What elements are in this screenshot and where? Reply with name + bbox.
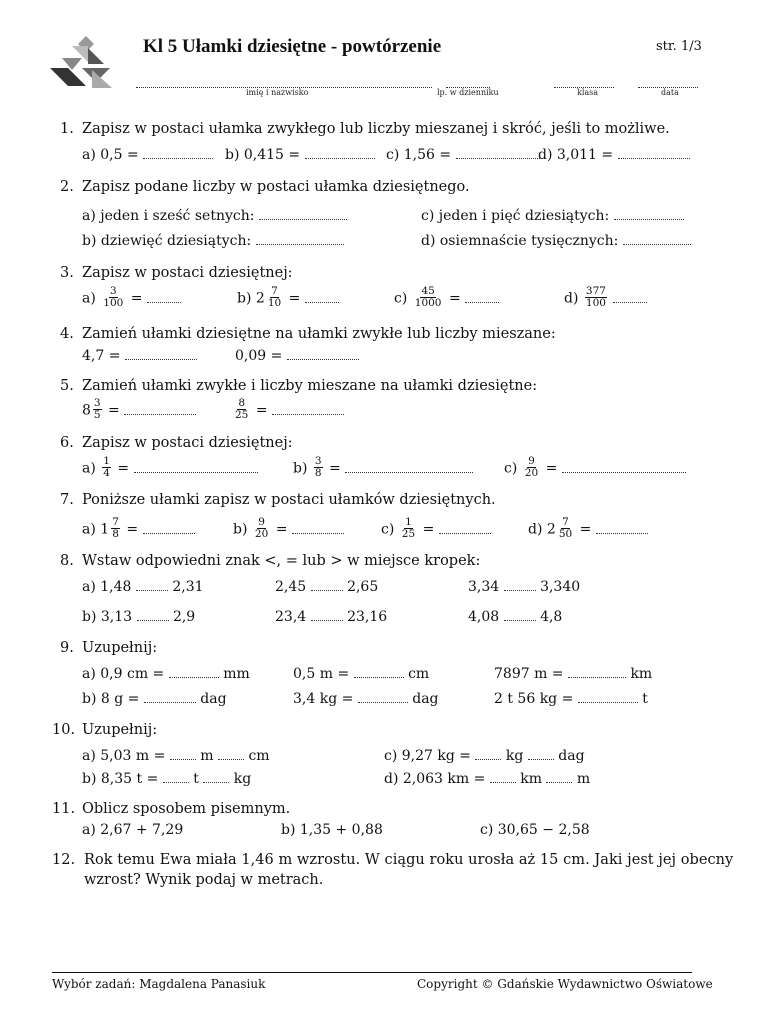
task-12-text-line-2: wzrost? Wynik podaj w metrach.: [84, 872, 324, 888]
answer-blank[interactable]: [596, 523, 648, 534]
answer-blank[interactable]: [147, 292, 181, 303]
answer-blank[interactable]: [568, 667, 626, 678]
task-1-item-d: d) 3,011 =: [538, 147, 690, 163]
task-3-item-d: d) $\frac{377}{100}$: [564, 287, 647, 310]
answer-blank[interactable]: [305, 292, 339, 303]
answer-blank[interactable]: [562, 462, 686, 473]
footer-author: Wybór zadań: Magdalena Panasiuk: [52, 977, 266, 991]
answer-blank[interactable]: [465, 292, 499, 303]
answer-blank[interactable]: [618, 148, 690, 159]
answer-blank[interactable]: [546, 772, 572, 783]
sign-blank[interactable]: [311, 580, 343, 591]
answer-blank[interactable]: [439, 523, 491, 534]
name-label: imię i nazwisko: [246, 88, 309, 97]
footer-copyright: Copyright © Gdańskie Wydawnictwo Oświatowe: [417, 977, 713, 991]
task-10-text: Uzupełnij:: [82, 722, 158, 738]
task-5-item-2: $\frac{8}{25}$ =: [232, 399, 344, 422]
task-1-item-c: c) 1,56 =: [386, 147, 540, 163]
task-11-item-b: b) 1,35 + 0,88: [281, 822, 383, 838]
task-2-item-a: a) jeden i sześć setnych:: [82, 208, 347, 224]
task-9-item-1: a) 0,9 cm = mm: [82, 666, 250, 682]
task-9-item-6: 2 t 56 kg = t: [494, 691, 648, 707]
task-5-item-1: 8 $\frac{3}{5}$ =: [82, 399, 196, 422]
answer-blank[interactable]: [358, 692, 408, 703]
answer-blank[interactable]: [292, 523, 344, 534]
task-6-item-c: c) $\frac{9}{20}$ =: [504, 457, 686, 480]
fraction: $\frac{3}{100}$: [103, 285, 124, 309]
task-6-item-a: a) $\frac{1}{4}$ =: [82, 457, 258, 480]
answer-blank[interactable]: [614, 209, 684, 220]
task-9-item-3: 7897 m = km: [494, 666, 653, 682]
task-10-number: 10.: [52, 722, 76, 738]
task-3-item-b: b) 2 $\frac{7}{10}$ =: [237, 287, 339, 310]
fraction: $\frac{9}{20}$: [524, 455, 539, 479]
task-3-number: 3.: [60, 265, 74, 281]
page-number: str. 1/3: [656, 39, 702, 54]
task-8-pair-6: 4,08 4,8: [468, 609, 563, 625]
task-4-item-1: 4,7 =: [82, 348, 197, 364]
task-3-item-c: c) $\frac{45}{1000}$ =: [394, 287, 499, 310]
task-9-item-4: b) 8 g = dag: [82, 691, 227, 707]
task-7-text: Poniższe ułamki zapisz w postaci ułamków dziesiętnych.: [82, 492, 496, 508]
task-2-number: 2.: [60, 179, 74, 195]
fraction: $\frac{9}{20}$: [254, 516, 269, 540]
answer-blank[interactable]: [613, 292, 647, 303]
task-7-number: 7.: [60, 492, 74, 508]
answer-blank[interactable]: [259, 209, 347, 220]
task-4-text: Zamień ułamki dziesiętne na ułamki zwykłe lub liczby mieszane:: [82, 326, 556, 342]
task-10-item-b: b) 8,35 t = t kg: [82, 771, 252, 787]
answer-blank[interactable]: [623, 234, 691, 245]
sign-blank[interactable]: [504, 580, 536, 591]
task-6-item-b: b) $\frac{3}{8}$ =: [293, 457, 473, 480]
tangram-logo: [48, 34, 116, 90]
answer-blank[interactable]: [143, 148, 213, 159]
task-8-text: Wstaw odpowiedni znak <, = lub > w miejsce kropek:: [82, 553, 481, 569]
task-11-text: Oblicz sposobem pisemnym.: [82, 801, 291, 817]
task-4-number: 4.: [60, 326, 74, 342]
fraction: $\frac{45}{1000}$: [414, 285, 442, 309]
answer-blank[interactable]: [305, 148, 375, 159]
task-8-pair-1: a) 1,48 2,31: [82, 579, 204, 595]
answer-blank[interactable]: [203, 772, 229, 783]
task-9-item-5: 3,4 kg = dag: [293, 691, 439, 707]
sign-blank[interactable]: [137, 610, 169, 621]
task-8-number: 8.: [60, 553, 74, 569]
fraction: $\frac{7}{8}$: [112, 516, 119, 540]
task-12-number: 12.: [52, 852, 76, 868]
task-6-text: Zapisz w postaci dziesiętnej:: [82, 435, 293, 451]
answer-blank[interactable]: [287, 349, 359, 360]
answer-blank[interactable]: [124, 404, 196, 415]
answer-blank[interactable]: [143, 523, 195, 534]
footer-rule: [52, 972, 692, 973]
sign-blank[interactable]: [136, 580, 168, 591]
fraction: $\frac{7}{10}$: [267, 285, 282, 309]
task-2-item-b: b) dziewięć dziesiątych:: [82, 233, 344, 249]
fraction: $\frac{1}{4}$: [103, 455, 110, 479]
task-11-item-a: a) 2,67 + 7,29: [82, 822, 184, 838]
fraction: $\frac{377}{100}$: [585, 285, 606, 309]
task-5-number: 5.: [60, 378, 74, 394]
fraction: $\frac{3}{5}$: [93, 397, 101, 421]
roll-number-label: lp. w dzienniku: [437, 88, 499, 97]
task-9-number: 9.: [60, 640, 74, 656]
task-10-item-a: a) 5,03 m = m cm: [82, 748, 270, 764]
task-12-text-line-1: Rok temu Ewa miała 1,46 m wzrostu. W ciągu roku urosła aż 15 cm. Jaki jest jej obecny: [84, 852, 734, 868]
fraction: $\frac{8}{25}$: [235, 397, 249, 421]
task-2-text: Zapisz podane liczby w postaci ułamka dziesiętnego.: [82, 179, 470, 195]
class-label: klasa: [577, 88, 599, 97]
task-7-item-b: b) $\frac{9}{20}$ =: [233, 518, 344, 541]
task-8-pair-2: 2,45 2,65: [275, 579, 379, 595]
page-title: Kl 5 Ułamki dziesiętne - powtórzenie: [143, 36, 442, 57]
answer-blank[interactable]: [578, 692, 638, 703]
answer-blank[interactable]: [170, 749, 196, 760]
task-8-pair-4: b) 3,13 2,9: [82, 609, 196, 625]
task-11-item-c: c) 30,65 − 2,58: [480, 822, 590, 838]
answer-blank[interactable]: [256, 234, 344, 245]
date-label: data: [661, 88, 679, 97]
task-6-number: 6.: [60, 435, 74, 451]
answer-blank[interactable]: [163, 772, 189, 783]
answer-blank[interactable]: [125, 349, 197, 360]
task-7-item-d: d) 2 $\frac{7}{50}$ =: [528, 518, 648, 541]
fraction: $\frac{3}{8}$: [314, 455, 322, 479]
task-10-item-c: c) 9,27 kg = kg dag: [384, 748, 585, 764]
task-9-text: Uzupełnij:: [82, 640, 158, 656]
task-7-item-c: c) $\frac{1}{25}$ =: [381, 518, 491, 541]
task-5-text: Zamień ułamki zwykłe i liczby mieszane na ułamki dziesiętne:: [82, 378, 538, 394]
task-2-item-c: c) jeden i pięć dziesiątych:: [421, 208, 684, 224]
fraction: $\frac{7}{50}$: [558, 516, 573, 540]
answer-blank[interactable]: [144, 692, 196, 703]
answer-blank[interactable]: [218, 749, 244, 760]
task-1-item-b: b) 0,415 =: [225, 147, 375, 163]
answer-blank[interactable]: [134, 462, 258, 473]
task-1-number: 1.: [60, 121, 74, 137]
answer-blank[interactable]: [345, 462, 473, 473]
task-1-text: Zapisz w postaci ułamka zwykłego lub liczby mieszanej i skróć, jeśli to możliwe.: [82, 121, 670, 137]
task-1-item-a: a) 0,5 =: [82, 147, 213, 163]
task-10-item-d: d) 2,063 km = km m: [384, 771, 591, 787]
answer-blank[interactable]: [528, 749, 554, 760]
sign-blank[interactable]: [311, 610, 343, 621]
fraction: $\frac{1}{25}$: [401, 516, 416, 540]
answer-blank[interactable]: [354, 667, 404, 678]
task-2-item-d: d) osiemnaście tysięcznych:: [421, 233, 691, 249]
task-3-text: Zapisz w postaci dziesiętnej:: [82, 265, 293, 281]
answer-blank[interactable]: [169, 667, 219, 678]
answer-blank[interactable]: [475, 749, 501, 760]
sign-blank[interactable]: [504, 610, 536, 621]
task-9-item-2: 0,5 m = cm: [293, 666, 430, 682]
answer-blank[interactable]: [490, 772, 516, 783]
task-3-item-a: a) $\frac{3}{100}$ =: [82, 287, 181, 310]
answer-blank[interactable]: [272, 404, 344, 415]
task-7-item-a: a) 1 $\frac{7}{8}$ =: [82, 518, 195, 541]
task-8-pair-3: 3,34 3,340: [468, 579, 581, 595]
task-8-pair-5: 23,4 23,16: [275, 609, 388, 625]
answer-blank[interactable]: [456, 148, 540, 159]
task-11-number: 11.: [52, 801, 76, 817]
task-4-item-2: 0,09 =: [235, 348, 359, 364]
